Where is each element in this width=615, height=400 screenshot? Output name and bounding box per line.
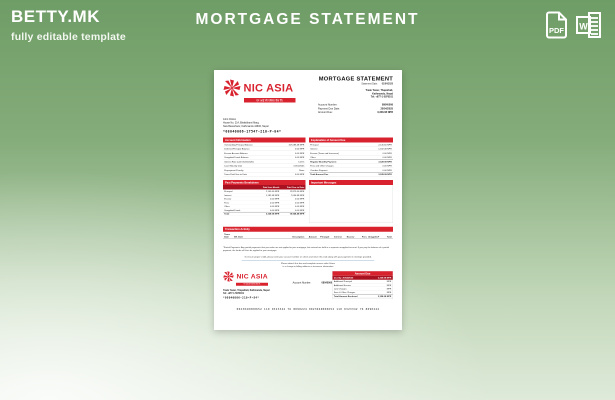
row-label: Fees & Other Charges bbox=[333, 290, 356, 294]
bank-name: NIC ASIA bbox=[243, 81, 294, 94]
section-header: Past Payments Breakdown bbox=[223, 180, 306, 185]
account-number-label: Account Number: bbox=[292, 281, 312, 285]
section-header: Account Information bbox=[223, 137, 306, 142]
section-header: Explanation of Amount Due bbox=[309, 137, 393, 142]
row-label: Other bbox=[224, 204, 230, 208]
bank-name-local: एन आई सी एशिया बैंक लि. bbox=[236, 283, 268, 286]
row-label: Interest bbox=[224, 193, 232, 197]
bank-name-local: एन आई सी एशिया बैंक लि. bbox=[244, 98, 296, 103]
info-value: 0.00 NPR bbox=[295, 155, 305, 159]
row-label: Fees bbox=[224, 201, 229, 204]
row-value: NPR bbox=[386, 283, 392, 287]
info-value: 0.00 NPR bbox=[382, 168, 392, 172]
info-value: None bbox=[299, 168, 305, 172]
credit-note: To ensure proper credit, please write your account number on check and return this stub along with your payment in envelope provided. bbox=[244, 255, 372, 258]
transaction-column: Description bbox=[292, 235, 305, 238]
transaction-column: Amount bbox=[308, 235, 317, 238]
account-number-value: 08040006 bbox=[321, 281, 333, 285]
stub-barcode: *08040006-210-P-84* bbox=[223, 295, 260, 299]
row-label: Additional Escrow bbox=[333, 283, 351, 287]
detach-note bbox=[223, 262, 393, 268]
info-label: Escrow Account Balance bbox=[224, 151, 248, 155]
stub-bank-address bbox=[223, 289, 293, 295]
transaction-column: Eff. Date bbox=[234, 235, 243, 238]
site-tagline: fully editable template bbox=[11, 31, 126, 43]
amount-due-rows bbox=[332, 280, 392, 298]
info-label: Overdue Payment bbox=[310, 168, 328, 172]
info-value: 107,089.48 NPR bbox=[288, 143, 305, 146]
amount-due-title: Amount Due bbox=[332, 271, 392, 276]
stub-address-line: Tel: +977-1-5970101 bbox=[223, 291, 245, 295]
account-summary bbox=[318, 103, 393, 114]
statement-date bbox=[318, 83, 393, 86]
info-label: Outstanding Principal Balance bbox=[224, 143, 253, 146]
info-value: 0.00 NPR bbox=[382, 151, 392, 155]
svg-text:W: W bbox=[579, 21, 588, 32]
transaction-column: Fees bbox=[361, 235, 367, 238]
borrower-address bbox=[223, 118, 393, 134]
summary-row bbox=[318, 111, 393, 115]
payment-stub bbox=[223, 271, 393, 299]
info-label: Principal bbox=[310, 143, 319, 146]
bank-address-line: Trade Tower, Thapathali, bbox=[365, 89, 393, 92]
transaction-activity-section bbox=[223, 227, 393, 244]
borrower-name: John Citizen bbox=[223, 118, 237, 121]
stub-account-number bbox=[293, 271, 332, 299]
paid-year-to-date-value: 0.00 NPR bbox=[295, 204, 305, 208]
paid-last-month-value: 0.00 NPR bbox=[270, 204, 280, 208]
paid-last-month-value: 0.00 NPR bbox=[270, 201, 280, 204]
row-value: NPR bbox=[386, 287, 392, 290]
paid-last-month-value: 0.00 NPR bbox=[270, 208, 280, 212]
paid-last-month-value: 3,328.08 NPR bbox=[265, 212, 280, 216]
section-header: Transaction Activity bbox=[223, 227, 393, 232]
info-label: Unapplied Funds Balance bbox=[224, 155, 249, 159]
info-label: Regular Monthly Payment bbox=[310, 160, 337, 163]
row-label: Late Charges bbox=[333, 287, 347, 290]
info-label: Interest bbox=[310, 147, 318, 150]
info-label: Fees and Other Charges bbox=[310, 164, 334, 167]
info-label: Taxes Paid Year to Date bbox=[224, 172, 247, 176]
paid-year-to-date-value: 7,094.88 NPR bbox=[290, 193, 305, 197]
info-label: Interest Rate (until 01/01/2026) bbox=[224, 160, 254, 163]
svg-text:PDF: PDF bbox=[549, 26, 564, 35]
borrower-address-line: New Baneshwor, Kathmandu 44600, Nepal bbox=[223, 124, 269, 128]
info-value: 0.00 NPR bbox=[382, 155, 392, 159]
info-label: Deferred Principal Balance bbox=[224, 147, 250, 150]
stub-bank-block bbox=[223, 271, 293, 299]
row-label: Unapplied Funds bbox=[224, 208, 241, 212]
mailing-barcode: *08040006-17547-210-P-84* bbox=[223, 129, 282, 134]
document-preview bbox=[214, 70, 402, 330]
statement-date-value: 01/04/2025 bbox=[381, 82, 393, 85]
transaction-column: Principal bbox=[320, 235, 330, 238]
micr-line: 0023040000652 110 0323342 76 8090224 0023040000652 110 0323342 76 8090224 bbox=[236, 307, 380, 311]
transaction-column: Trans Date bbox=[224, 232, 230, 238]
info-value: 1,182.48 NPR bbox=[378, 147, 392, 150]
transaction-column-headers bbox=[223, 232, 393, 239]
explanation-rows bbox=[309, 142, 393, 176]
bank-address-line: Tel: +977-1-5970101 bbox=[370, 95, 393, 99]
statement-date-label: Statement Date: bbox=[361, 82, 378, 85]
important-messages-section bbox=[309, 180, 393, 223]
col-paid-last-month: Paid Last Month bbox=[262, 185, 280, 189]
info-label: Total Amount Due bbox=[310, 173, 329, 176]
explanation-of-amount-due-section bbox=[309, 137, 393, 176]
info-value: 5.25% bbox=[298, 160, 305, 163]
row-label: Additional Principal bbox=[333, 280, 352, 283]
download-icons bbox=[545, 11, 602, 39]
mortgage-statement-document bbox=[214, 70, 402, 330]
row-label: Total bbox=[224, 212, 230, 216]
row-value: 3,328.08 NPR bbox=[377, 294, 392, 298]
info-row bbox=[309, 172, 393, 176]
row-value: NPR bbox=[386, 280, 392, 283]
bank-logo bbox=[223, 79, 296, 114]
section-header: Important Messages bbox=[309, 180, 393, 185]
paid-year-to-date-value: 0.00 NPR bbox=[295, 197, 305, 200]
account-information-section bbox=[223, 137, 306, 176]
pdf-download-icon[interactable] bbox=[545, 11, 568, 39]
info-row bbox=[223, 172, 306, 176]
site-header bbox=[0, 0, 615, 52]
past-payment-row bbox=[223, 212, 306, 216]
bank-name: NIC ASIA bbox=[236, 272, 268, 281]
summary-value: 20/04/2025 bbox=[380, 107, 393, 111]
row-label: Total Amount Enclosed bbox=[333, 294, 358, 298]
summary-label: Payment Due Date: bbox=[318, 107, 340, 111]
info-value: 0.00 NPR bbox=[295, 172, 305, 176]
row-value: NPR bbox=[386, 290, 392, 294]
bank-address-line: Kathmandu, Nepal bbox=[372, 92, 393, 95]
info-label: Prepayment Penalty bbox=[224, 168, 244, 172]
summary-value: 08040006 bbox=[381, 103, 393, 107]
borrower-address-line: House No. 214, Bhaktithami Marg, bbox=[223, 121, 260, 125]
transaction-column: Total bbox=[386, 235, 392, 238]
past-payments-section bbox=[223, 180, 306, 223]
row-label: Escrow bbox=[224, 197, 232, 200]
bank-star-icon bbox=[223, 79, 241, 97]
info-value: 0.00 NPR bbox=[295, 151, 305, 155]
transaction-column: Unapplied* bbox=[368, 235, 380, 238]
info-value: 3,328.08 NPR bbox=[378, 160, 392, 163]
summary-value: 3,328.08 NPR bbox=[377, 111, 393, 114]
due-by-value: 3,328.08 NPR bbox=[377, 276, 392, 279]
word-download-icon[interactable] bbox=[576, 11, 602, 39]
col-paid-year-to-date: Paid Year to Date bbox=[286, 185, 305, 189]
detach-note-line: Please detach this box and complete reverse side if there bbox=[281, 261, 335, 265]
paid-year-to-date-value: 0.00 NPR bbox=[295, 201, 305, 204]
past-payments-rows bbox=[223, 189, 306, 215]
account-information-rows bbox=[223, 142, 306, 176]
info-label: Escrow (Taxes and Insurance) bbox=[310, 151, 339, 155]
paid-year-to-date-value: 12,873.60 NPR bbox=[289, 189, 305, 193]
info-label: Loan Maturity Date bbox=[224, 164, 243, 167]
info-label: Other bbox=[310, 155, 316, 159]
page-title: MORTGAGE STATEMENT bbox=[195, 11, 420, 28]
detach-note-line: is a change in billing address or insurance information bbox=[282, 264, 334, 268]
amount-due-box bbox=[332, 271, 393, 299]
row-label: Principal bbox=[224, 189, 233, 193]
detach-divider bbox=[242, 260, 375, 261]
summary-label: Amount Due: bbox=[318, 111, 333, 114]
paid-year-to-date-value: 19,968.48 NPR bbox=[289, 212, 305, 216]
summary-label: Account Number: bbox=[318, 103, 338, 107]
site-logo[interactable]: BETTY.MK bbox=[11, 7, 100, 26]
info-value: 3,328.08 NPR bbox=[378, 173, 392, 176]
paid-last-month-value: 0.00 NPR bbox=[270, 197, 280, 200]
bank-star-icon bbox=[223, 271, 234, 282]
doc-title: MORTGAGE STATEMENT bbox=[318, 75, 393, 82]
info-value: 01/01/2045 bbox=[293, 164, 305, 167]
partial-payments-footnote: *Partial Payments: Any partial payments that you make are not applied to your mortgage, but instead are held in a separate unapplied account. If you pay the balance of a partial payment, the funds will then be applied to your mortgage. bbox=[223, 245, 390, 252]
stub-address-line: Trade Tower, Thapathali, Kathmandu, Nepal bbox=[223, 288, 270, 292]
info-value: 2,145.60 NPR bbox=[378, 143, 392, 146]
paid-last-month-value: 1,182.48 NPR bbox=[265, 193, 280, 197]
transaction-column: Interest bbox=[334, 235, 342, 238]
important-messages-box bbox=[309, 185, 393, 223]
bank-address bbox=[318, 89, 393, 99]
transaction-column: Escrow bbox=[346, 235, 355, 238]
info-value: 0.00 NPR bbox=[295, 147, 305, 150]
amount-due-row bbox=[332, 294, 392, 298]
info-value: 0.00 NPR bbox=[382, 164, 392, 167]
paid-last-month-value: 2,145.60 NPR bbox=[265, 189, 280, 193]
due-by-label: Due By: 20/04/2025 bbox=[333, 276, 354, 279]
paid-year-to-date-value: 0.00 NPR bbox=[295, 208, 305, 212]
